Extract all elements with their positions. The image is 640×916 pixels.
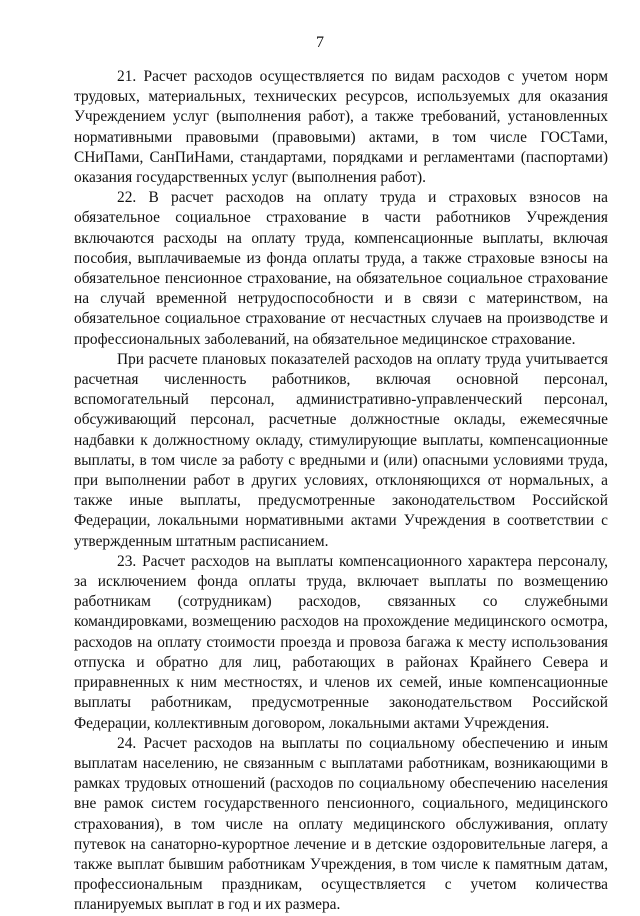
paragraph-23: 23. Расчет расходов на выплаты компенсационного характера персоналу, за исключением фонда оплаты труда, включает выплаты по возмещению работникам (сотрудникам) расходов, связанных со служебными командировками, возмещению расходов на прохождение медицинского осмотра, расходов на оплату стоимости проезда и провоза багажа к месту использования отпуска и обратно для лиц, работающих в районах Крайнего Севера и приравненных к ним местностях, и членов их семей, иные компенсационные выплаты работникам, предусмотренные законодательством Российской Федерации, коллективным договором, локальными актами Учреждения. (74, 552, 608, 732)
document-body (74, 67, 608, 916)
paragraph-22-continuation: При расчете плановых показателей расходов на оплату труда учитывается расчетная численность работников, включая основной персонал, вспомогательный персонал, административно-управленческий персонал, обсуживающий персонал, расчетные должностные оклады, ежемесячные надбавки к должностному окладу, стимулирующие выплаты, компенсационные выплаты, в том числе за работу с вредными и (или) опасными условиями труда, при выполнении работ в других условиях, отклоняющихся от нормальных, а также иные выплаты, предусмотренные законодательством Российской Федерации, локальными нормативными актами Учреждения в соответствии с утвержденным штатным расписанием. (74, 350, 608, 550)
paragraph-21: 21. Расчет расходов осуществляется по видам расходов с учетом норм трудовых, материальных, технических ресурсов, используемых для оказания Учреждением услуг (выполнения работ), а также требований, установленных нормативными правовыми (правовыми) актами, в том числе ГОСТами, СНиПами, СанПиНами, стандартами, порядками и регламентами (паспортами) оказания государственных услуг (выполнения работ). (74, 68, 608, 187)
page-number: 7 (316, 34, 324, 51)
paragraph-24: 24. Расчет расходов на выплаты по социальному обеспечению и иным выплатам населению, не связанным с выплатами работникам, возникающими в рамках трудовых отношений (расходов по социальному обеспечению населения вне рамок систем государственного пенсионного, социального, медицинского страхования), в том числе на оплату медицинского обслуживания, оплату путевок на санаторно-курортное лечение и в детские оздоровительные лагеря, а также выплат бывшим работникам Учреждения, в том числе к памятным датам, профессиональным праздникам, осуществляется с учетом количества планируемых выплат в год и их размера. (74, 734, 608, 914)
paragraph-22: 22. В расчет расходов на оплату труда и страховых взносов на обязательное социальное страхование в части работников Учреждения включаются расходы на оплату труда, компенсационные выплаты, включая пособия, выплачиваемые из фонда оплаты труда, а также страховые взносы на обязательное пенсионное страхование, на обязательное социальное страхование на случай временной нетрудоспособности и в связи с материнством, на обязательное социальное страхование от несчастных случаев на производстве и профессиональных заболеваний, на обязательное медицинское страхование. (74, 189, 608, 348)
